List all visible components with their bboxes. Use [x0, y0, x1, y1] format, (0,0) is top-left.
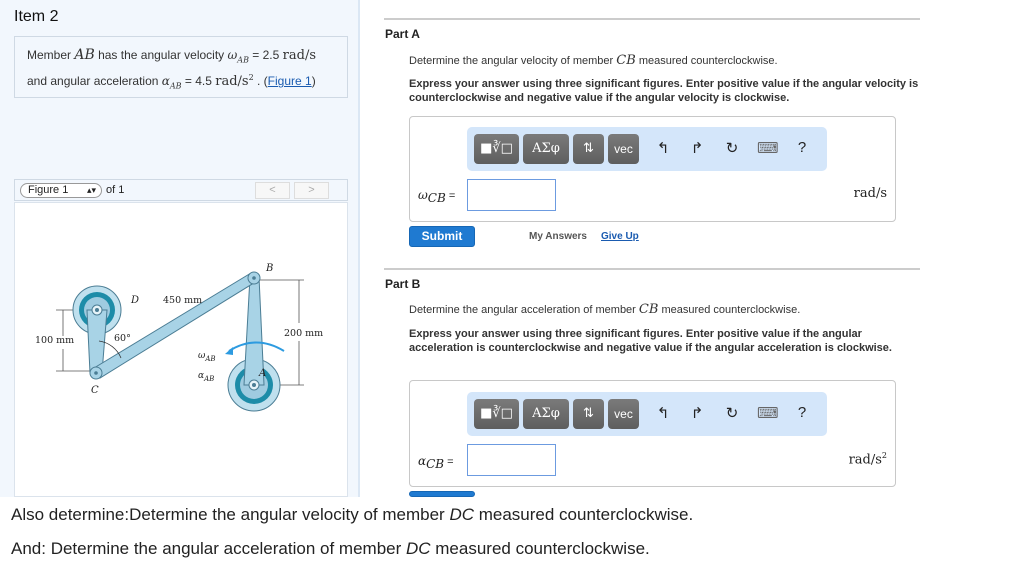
- part-b-instructions: Express your answer using three significant figures. Enter positive value if the angular acceleration is counterclockwise and negative value if the angular acceleration is clockwise.: [409, 328, 892, 354]
- keyboard-icon[interactable]: ⌨: [757, 404, 779, 422]
- omega-cb-unit: [854, 186, 887, 201]
- omega-unit: rad/s: [282, 48, 316, 63]
- next-figure-button[interactable]: >: [294, 182, 329, 199]
- label-subscript: CB: [427, 191, 446, 206]
- vec-button[interactable]: vec: [608, 134, 639, 164]
- problem-text: . (: [253, 74, 268, 89]
- svg-text:C: C: [91, 385, 99, 396]
- omega-subscript: AB: [237, 55, 249, 65]
- omega-symbol: ω: [418, 188, 428, 202]
- templates-button[interactable]: ■∛□: [474, 134, 519, 164]
- part-b-question: [409, 302, 800, 317]
- figure-select[interactable]: [20, 183, 102, 198]
- extra-question-1: [11, 505, 693, 525]
- equals-sign: =: [444, 456, 454, 468]
- part-a-title[interactable]: Part A: [385, 27, 420, 41]
- alpha-cb-label: [418, 454, 454, 471]
- member-ab: AB: [74, 47, 95, 63]
- item-title: Item 2: [14, 8, 59, 25]
- part-b-submit-button[interactable]: [409, 491, 475, 497]
- problem-text: has the angular velocity: [94, 48, 228, 62]
- figure-1-image: [14, 202, 348, 497]
- alpha-value: = 4.5: [181, 74, 216, 89]
- problem-statement: [14, 36, 348, 98]
- svg-text:αAB: $\alpha_{AB}$: [198, 371, 215, 383]
- svg-text:450 mm: 450 mm: [163, 295, 203, 306]
- svg-text:D: D: [131, 295, 140, 306]
- templates-button[interactable]: ■∛□: [474, 399, 519, 429]
- arrows-button[interactable]: ⇅: [573, 134, 604, 164]
- member-dc: DC: [405, 539, 431, 558]
- alpha-unit: rad/s: [215, 74, 249, 90]
- figure-navigation: [14, 179, 348, 201]
- svg-text:60°: 60°: [114, 333, 131, 344]
- redo-icon[interactable]: ↱: [690, 139, 704, 157]
- svg-text:A: A: [259, 368, 267, 379]
- unit-superscript: 2: [881, 451, 887, 460]
- alpha-symbol: α: [418, 454, 427, 468]
- svg-text:100 mm: 100 mm: [35, 335, 75, 346]
- greek-symbols-button[interactable]: ΑΣφ: [523, 134, 569, 164]
- part-a-give-up-link[interactable]: Give Up: [601, 231, 639, 242]
- alpha-unit-sup: 2: [248, 73, 254, 83]
- part-a-question: [409, 53, 778, 68]
- equals-sign: =: [445, 190, 456, 202]
- reset-icon[interactable]: ↻: [725, 139, 739, 157]
- svg-text:B: B: [266, 263, 274, 274]
- label-subscript: CB: [426, 457, 445, 472]
- part-a-answer-box: [409, 116, 896, 222]
- select-arrows-icon: ▴▾: [86, 185, 96, 195]
- omega-value: = 2.5: [248, 48, 283, 62]
- unit-text: rad/s: [853, 186, 887, 201]
- part-a-divider: [384, 18, 920, 20]
- keyboard-icon[interactable]: ⌨: [757, 139, 779, 157]
- vec-button[interactable]: vec: [608, 399, 639, 429]
- omega-symbol: ω: [227, 48, 238, 62]
- help-icon[interactable]: ?: [797, 404, 807, 421]
- question-text: measured counterclockwise.: [474, 505, 694, 524]
- question-text: Determine the angular acceleration of member: [409, 304, 639, 316]
- help-icon[interactable]: ?: [797, 139, 807, 156]
- question-text: Determine the angular velocity of member: [409, 55, 617, 67]
- alpha-subscript: AB: [169, 81, 182, 91]
- part-a-math-toolbar: [467, 127, 827, 171]
- figure-1-link[interactable]: Figure 1: [267, 74, 312, 89]
- alpha-cb-unit: [849, 451, 887, 467]
- part-b-title[interactable]: Part B: [385, 277, 421, 291]
- problem-text: Member: [27, 48, 75, 62]
- part-b-math-toolbar: [467, 392, 827, 436]
- omega-cb-input[interactable]: [467, 179, 556, 211]
- alpha-symbol: α: [161, 74, 170, 89]
- arrows-button[interactable]: ⇅: [573, 399, 604, 429]
- question-text: And: Determine the angular acceleration of member: [11, 539, 406, 558]
- part-a-submit-button[interactable]: Submit: [409, 226, 475, 247]
- alpha-cb-input[interactable]: [467, 444, 556, 476]
- question-text: Also determine:Determine the angular velocity of member: [11, 505, 450, 524]
- problem-text: ): [311, 74, 316, 89]
- problem-text: and angular acceleration: [27, 74, 162, 89]
- problem-pane: [0, 0, 360, 497]
- figure-count: of 1: [106, 184, 125, 196]
- undo-icon[interactable]: ↰: [656, 139, 670, 157]
- question-text: measured counterclockwise.: [430, 539, 650, 558]
- question-text: measured counterclockwise.: [658, 304, 801, 316]
- linkage-diagram: [15, 203, 349, 498]
- member-cb: CB: [616, 53, 636, 68]
- part-b-answer-box: [409, 380, 896, 487]
- part-a-my-answers: My Answers: [529, 231, 587, 242]
- member-dc: DC: [449, 505, 474, 524]
- questions-pane: [362, 0, 1024, 497]
- part-a-instructions: Express your answer using three significant figures. Enter positive value if the angular velocity is counterclockwise and negative value if the angular velocity is clockwise.: [409, 78, 919, 104]
- omega-cb-label: [418, 188, 455, 205]
- svg-text:200 mm: 200 mm: [284, 328, 324, 339]
- greek-symbols-button[interactable]: ΑΣφ: [523, 399, 569, 429]
- unit-text: rad/s: [848, 452, 882, 468]
- undo-icon[interactable]: ↰: [656, 404, 670, 422]
- redo-icon[interactable]: ↱: [690, 404, 704, 422]
- member-cb: CB: [638, 302, 659, 317]
- question-text: measured counterclockwise.: [635, 55, 778, 67]
- part-b-divider: [384, 268, 920, 270]
- extra-question-2: [11, 539, 650, 559]
- figure-select-value: Figure 1: [28, 184, 69, 196]
- reset-icon[interactable]: ↻: [725, 404, 739, 422]
- prev-figure-button[interactable]: <: [255, 182, 290, 199]
- svg-text:ωAB: $\omega_{AB}$: [198, 351, 216, 363]
